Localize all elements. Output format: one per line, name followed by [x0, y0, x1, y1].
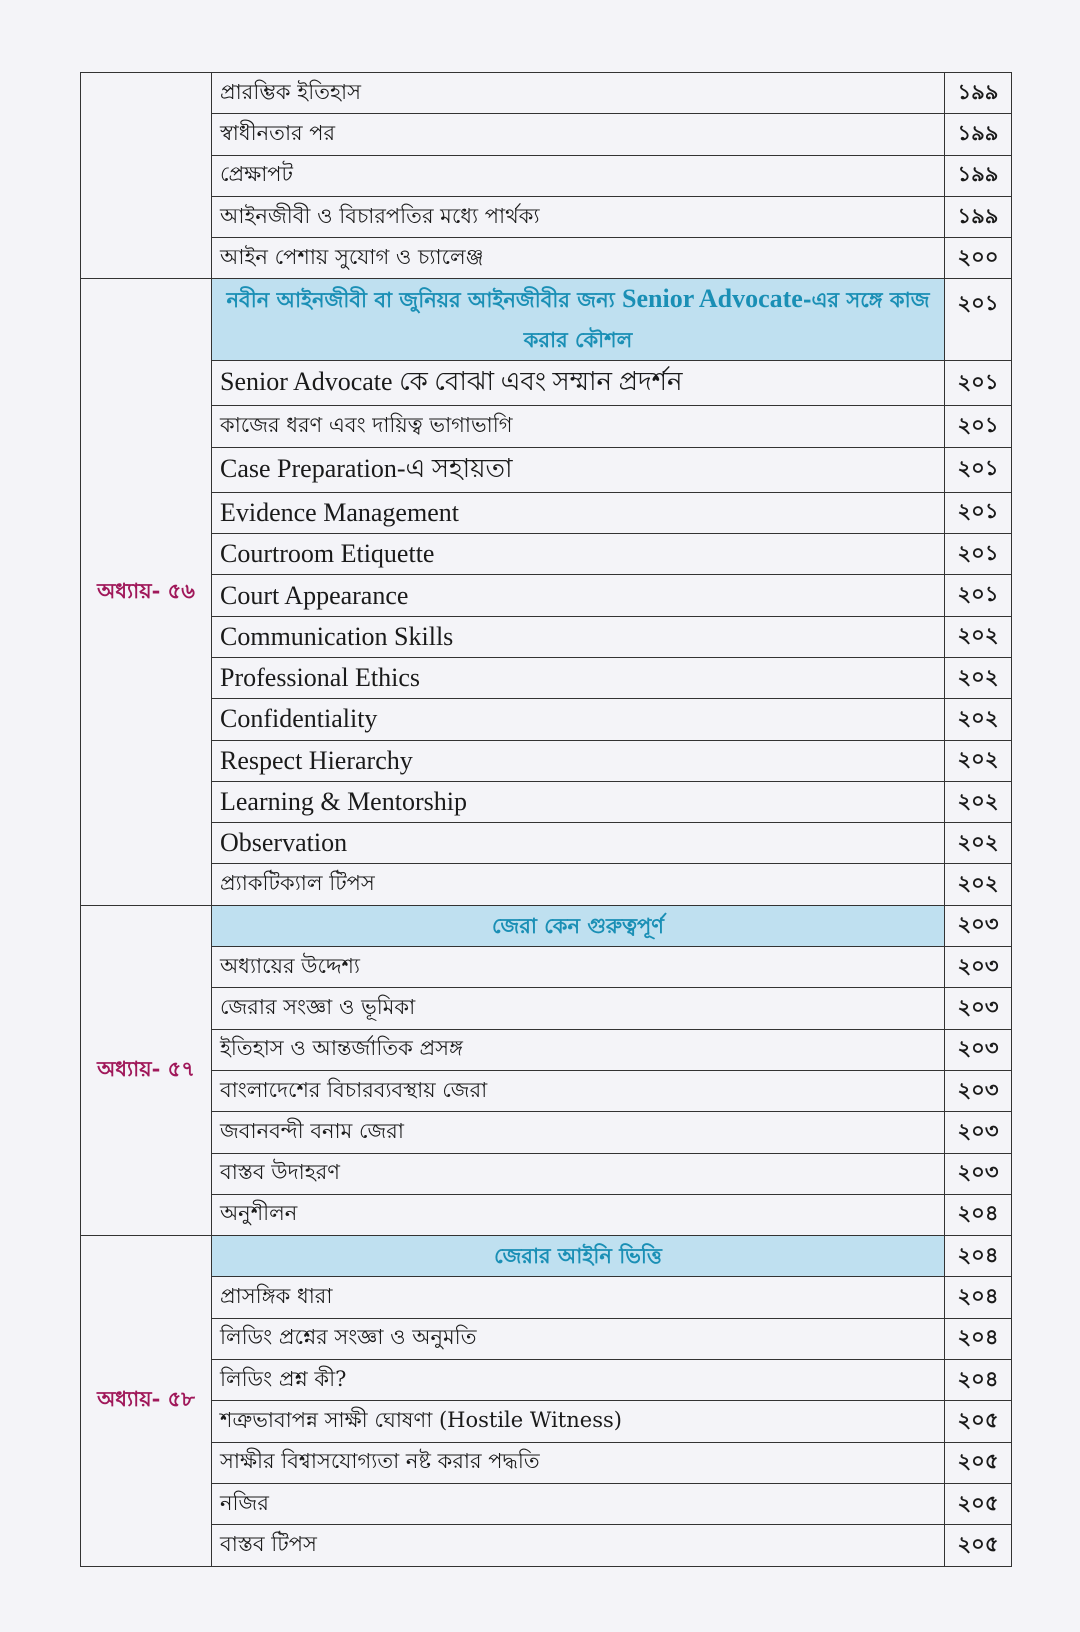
page-number: ২০১ — [945, 279, 1012, 361]
page-number: ২০২ — [945, 657, 1012, 698]
toc-row — [81, 864, 1012, 905]
page-number: ২০৩ — [945, 1112, 1012, 1153]
toc-row — [81, 1112, 1012, 1153]
toc-topic: Courtroom Etiquette — [212, 534, 945, 575]
page-number: ২০৩ — [945, 947, 1012, 988]
page-number: ২০১ — [945, 575, 1012, 616]
chapter-label: অধ্যায়- ৫৬ — [81, 279, 212, 905]
toc-row — [81, 616, 1012, 657]
toc-topic: Case Preparation-এ সহায়তা — [212, 447, 945, 492]
toc-topic: Observation — [212, 823, 945, 864]
toc-row — [81, 447, 1012, 492]
page-number: ২০৩ — [945, 905, 1012, 946]
page-number: ২০৪ — [945, 1360, 1012, 1401]
toc-row — [81, 1360, 1012, 1401]
toc-row — [81, 361, 1012, 406]
section-heading-text: নবীন আইনজীবী বা জুনিয়র আইনজীবীর জন্য — [226, 287, 623, 313]
toc-topic: Professional Ethics — [212, 657, 945, 698]
toc-topic: লিডিং প্রশ্ন কী? — [212, 1360, 945, 1401]
page-number: ২০৪ — [945, 1277, 1012, 1318]
toc-topic: প্রাসঙ্গিক ধারা — [212, 1277, 945, 1318]
toc-row — [81, 823, 1012, 864]
page-number: ২০১ — [945, 534, 1012, 575]
toc-row — [81, 196, 1012, 237]
section-heading-latin: Senior Advocate — [622, 284, 803, 314]
page-number: ২০৩ — [945, 988, 1012, 1029]
toc-topic: নজির — [212, 1483, 945, 1524]
page-number: ২০৫ — [945, 1401, 1012, 1442]
page-number: ২০২ — [945, 864, 1012, 905]
page-number: ২০০ — [945, 238, 1012, 279]
section-heading — [212, 1236, 945, 1277]
page-number: ২০১ — [945, 361, 1012, 406]
section-heading-row — [81, 279, 1012, 361]
toc-topic: কাজের ধরণ এবং দায়িত্ব ভাগাভাগি — [212, 406, 945, 447]
toc-row — [81, 73, 1012, 114]
toc-row — [81, 781, 1012, 822]
page-number: ২০৪ — [945, 1194, 1012, 1235]
toc-row — [81, 155, 1012, 196]
toc-row — [81, 988, 1012, 1029]
page-number: ২০৪ — [945, 1318, 1012, 1359]
toc-row — [81, 1029, 1012, 1070]
toc-topic: জেরার সংজ্ঞা ও ভূমিকা — [212, 988, 945, 1029]
page-number: ২০৩ — [945, 1029, 1012, 1070]
toc-topic: লিডিং প্রশ্নের সংজ্ঞা ও অনুমতি — [212, 1318, 945, 1359]
toc-topic: স্বাধীনতার পর — [212, 114, 945, 155]
page-number: ১৯৯ — [945, 114, 1012, 155]
toc-row — [81, 1401, 1012, 1442]
page-number: ২০২ — [945, 823, 1012, 864]
toc-row — [81, 1277, 1012, 1318]
toc-row — [81, 1194, 1012, 1235]
page-number: ২০২ — [945, 740, 1012, 781]
toc-row — [81, 1483, 1012, 1524]
toc-row — [81, 699, 1012, 740]
toc-row — [81, 1442, 1012, 1483]
page-number: ১৯৯ — [945, 155, 1012, 196]
toc-topic: Court Appearance — [212, 575, 945, 616]
section-heading-row — [81, 1236, 1012, 1277]
section-heading-row — [81, 905, 1012, 946]
toc-topic: সাক্ষীর বিশ্বাসযোগ্যতা নষ্ট করার পদ্ধতি — [212, 1442, 945, 1483]
section-heading-text: জেরা কেন গুরুত্বপূর্ণ — [492, 912, 664, 938]
section-heading-text: জেরার আইনি ভিত্তি — [494, 1243, 662, 1269]
chapter-label — [81, 73, 212, 279]
toc-topic: Confidentiality — [212, 699, 945, 740]
page-number: ২০৪ — [945, 1236, 1012, 1277]
toc-row — [81, 1153, 1012, 1194]
page-number: ২০৫ — [945, 1483, 1012, 1524]
page-number: ২০৫ — [945, 1525, 1012, 1566]
page-number: ২০১ — [945, 406, 1012, 447]
toc-topic: Evidence Management — [212, 492, 945, 533]
toc-row — [81, 947, 1012, 988]
page-number: ২০৫ — [945, 1442, 1012, 1483]
section-heading — [212, 905, 945, 946]
toc-row — [81, 238, 1012, 279]
toc-row — [81, 575, 1012, 616]
toc-topic: Senior Advocate কে বোঝা এবং সম্মান প্রদর্শন — [212, 361, 945, 406]
toc-topic: শত্রুভাবাপন্ন সাক্ষী ঘোষণা (Hostile Witness) — [212, 1401, 945, 1442]
toc-topic: অধ্যায়ের উদ্দেশ্য — [212, 947, 945, 988]
page-number: ২০১ — [945, 492, 1012, 533]
toc-topic: Learning & Mentorship — [212, 781, 945, 822]
toc-topic: প্রেক্ষাপট — [212, 155, 945, 196]
toc-table — [80, 72, 1012, 1567]
toc-topic: প্র্যাকটিক্যাল টিপস — [212, 864, 945, 905]
toc-topic: আইনজীবী ও বিচারপতির মধ্যে পার্থক্য — [212, 196, 945, 237]
page-number: ২০২ — [945, 699, 1012, 740]
toc-row — [81, 1318, 1012, 1359]
page-number: ২০২ — [945, 616, 1012, 657]
page-number: ২০২ — [945, 781, 1012, 822]
toc-topic: বাস্তব টিপস — [212, 1525, 945, 1566]
toc-row — [81, 534, 1012, 575]
chapter-label: অধ্যায়- ৫৭ — [81, 905, 212, 1235]
section-heading-text-end: -এর সঙ্গে কাজ করার কৌশল — [523, 287, 930, 353]
toc-row — [81, 114, 1012, 155]
page-number: ১৯৯ — [945, 73, 1012, 114]
toc-topic: বাস্তব উদাহরণ — [212, 1153, 945, 1194]
toc-topic: Respect Hierarchy — [212, 740, 945, 781]
chapter-label: অধ্যায়- ৫৮ — [81, 1236, 212, 1566]
section-heading — [212, 279, 945, 361]
toc-topic: জবানবন্দী বনাম জেরা — [212, 1112, 945, 1153]
toc-row — [81, 740, 1012, 781]
toc-row — [81, 1525, 1012, 1566]
page-number: ২০১ — [945, 447, 1012, 492]
toc-topic: বাংলাদেশের বিচারব্যবস্থায় জেরা — [212, 1070, 945, 1111]
toc-row — [81, 657, 1012, 698]
toc-topic: ইতিহাস ও আন্তর্জাতিক প্রসঙ্গ — [212, 1029, 945, 1070]
toc-row — [81, 492, 1012, 533]
page-number: ১৯৯ — [945, 196, 1012, 237]
toc-topic: আইন পেশায় সুযোগ ও চ্যালেঞ্জ — [212, 238, 945, 279]
toc-topic: অনুশীলন — [212, 1194, 945, 1235]
toc-row — [81, 1070, 1012, 1111]
toc-topic: প্রারম্ভিক ইতিহাস — [212, 73, 945, 114]
page-number: ২০৩ — [945, 1153, 1012, 1194]
toc-row — [81, 406, 1012, 447]
page-number: ২০৩ — [945, 1070, 1012, 1111]
toc-topic: Communication Skills — [212, 616, 945, 657]
